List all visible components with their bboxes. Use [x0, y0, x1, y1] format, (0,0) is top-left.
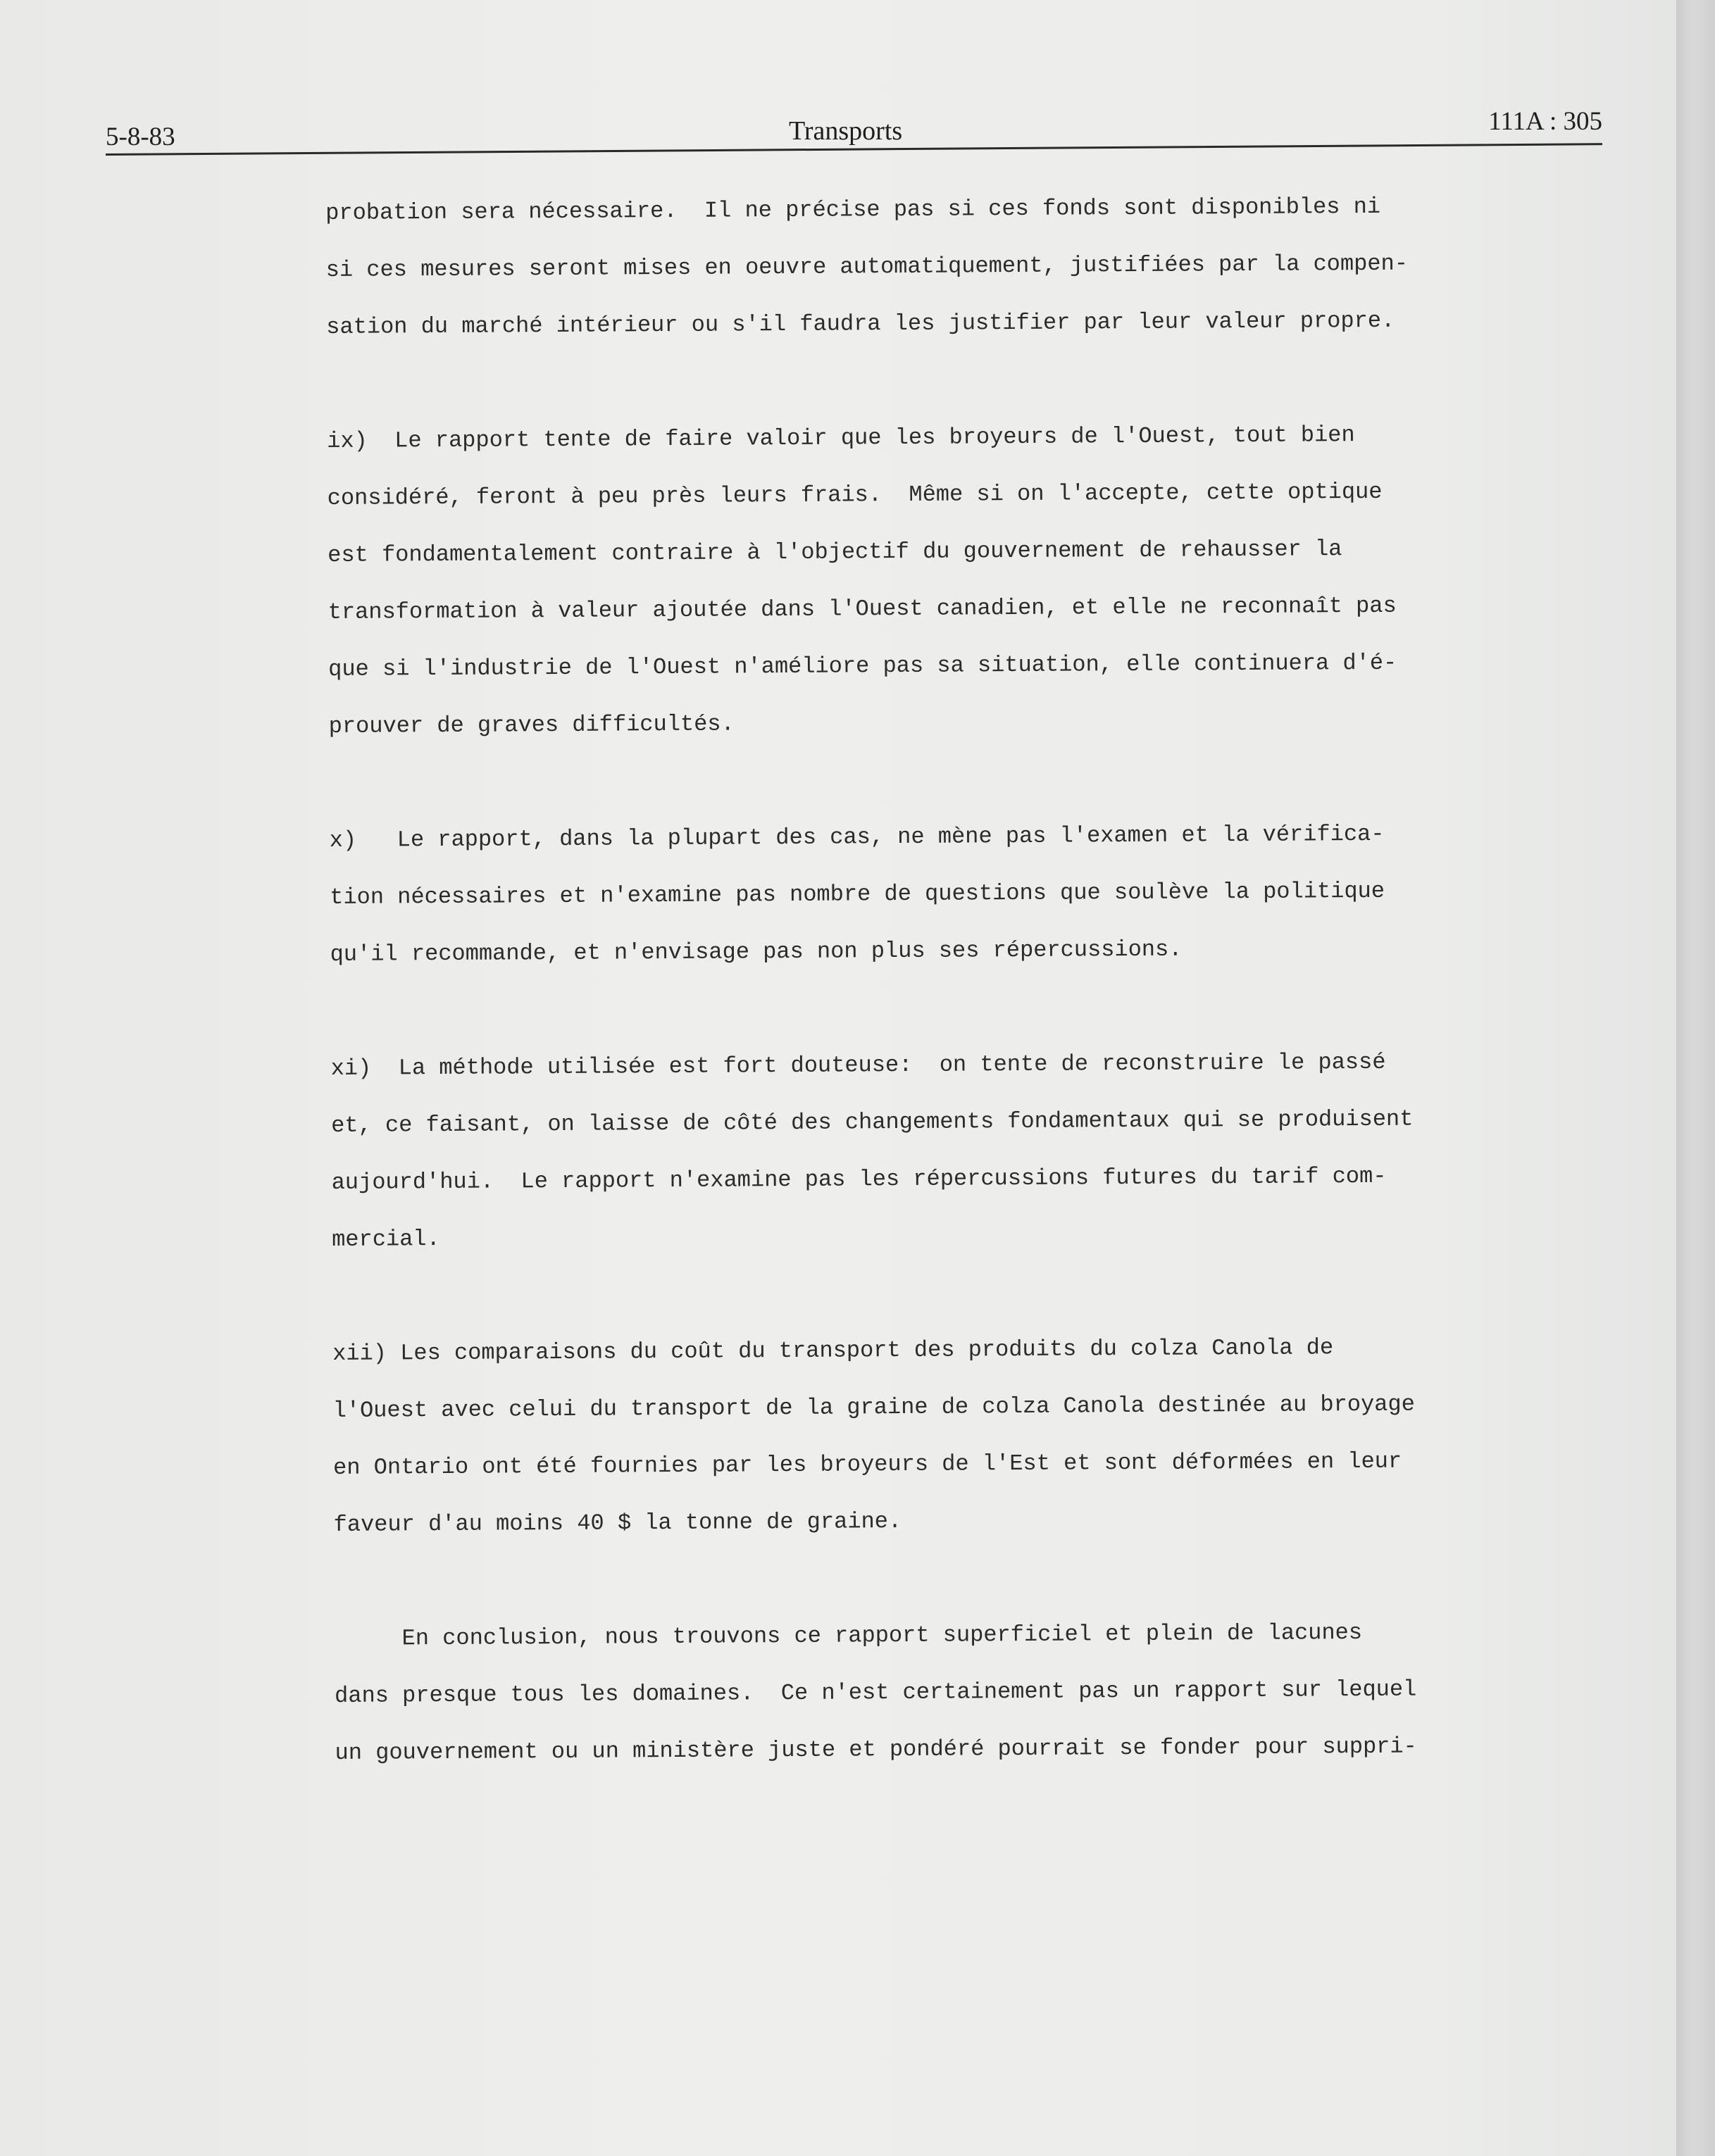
paragraph-gap — [330, 976, 1499, 1040]
header-title: Transports — [789, 116, 903, 146]
text-line: sation du marché intérieur ou s'il faudra les justifier par leur valeur propre. — [326, 307, 1395, 340]
text-line: qu'il recommande, et n'envisage pas non plus ses répercussions. — [330, 936, 1183, 967]
text-line: faveur d'au moins 40 $ la tonne de graine. — [333, 1508, 902, 1538]
header-page-number: 111A : 305 — [1488, 107, 1602, 136]
text-line: x) Le rapport, dans la plupart des cas, ne mène pas l'examen et la vérifica- — [329, 820, 1385, 853]
text-line: transformation à valeur ajoutée dans l'Ouest canadien, et elle ne reconnaît pas — [328, 592, 1397, 625]
text-line: ix) Le rapport tente de faire valoir que les broyeurs de l'Ouest, tout bien — [327, 422, 1355, 454]
text-line: considéré, feront à peu près leurs frais. Même si on l'accepte, cette optique — [327, 478, 1383, 511]
paragraph-gap — [329, 748, 1498, 812]
text-line: est fondamentalement contraire à l'objectif du gouvernement de rehausser la — [328, 536, 1342, 568]
text-line: En conclusion, nous trouvons ce rapport superficiel et plein de lacunes — [334, 1619, 1363, 1652]
text-line: dans presque tous les domaines. Ce n'est certainement pas un rapport sur lequel — [334, 1676, 1417, 1709]
paragraph-gap — [326, 349, 1495, 413]
text-line: en Ontario ont été fournies par les broyeurs de l'Est et sont déformées en leur — [333, 1448, 1402, 1481]
text-line: et, ce faisant, on laisse de côté des changements fondamentaux qui se produisent — [331, 1105, 1414, 1139]
text-line: xii) Les comparaisons du coût du transport des produits du colza Canola de — [332, 1334, 1334, 1367]
paragraph-gap — [334, 1546, 1503, 1610]
text-line: xi) La méthode utilisée est fort douteuse: on tente de reconstruire le passé — [330, 1048, 1386, 1082]
page-edge — [1676, 0, 1715, 2156]
text-line: aujourd'hui. Le rapport n'examine pas les répercussions futures du tarif com- — [331, 1162, 1387, 1196]
text-line: un gouvernement ou un ministère juste et pondéré pourrait se fonder pour suppri- — [335, 1733, 1417, 1766]
text-line: si ces mesures seront mises en oeuvre automatiquement, justifiées par la compen- — [325, 250, 1409, 283]
text-line: l'Ouest avec celui du transport de la graine de colza Canola destinée au broyage — [332, 1391, 1415, 1424]
text-line: que si l'industrie de l'Ouest n'améliore pas sa situation, elle continuera d'é- — [328, 649, 1397, 682]
text-line: tion nécessaires et n'examine pas nombre de questions que soulève la politique — [330, 877, 1385, 910]
body-text — [325, 177, 1504, 1781]
header-date: 5-8-83 — [106, 123, 175, 151]
text-line: prouver de graves difficultés. — [328, 710, 735, 739]
paragraph-gap — [332, 1261, 1501, 1325]
text-line: mercial. — [332, 1226, 440, 1253]
text-line: probation sera nécessaire. Il ne précise pas si ces fonds sont disponibles ni — [325, 193, 1381, 226]
